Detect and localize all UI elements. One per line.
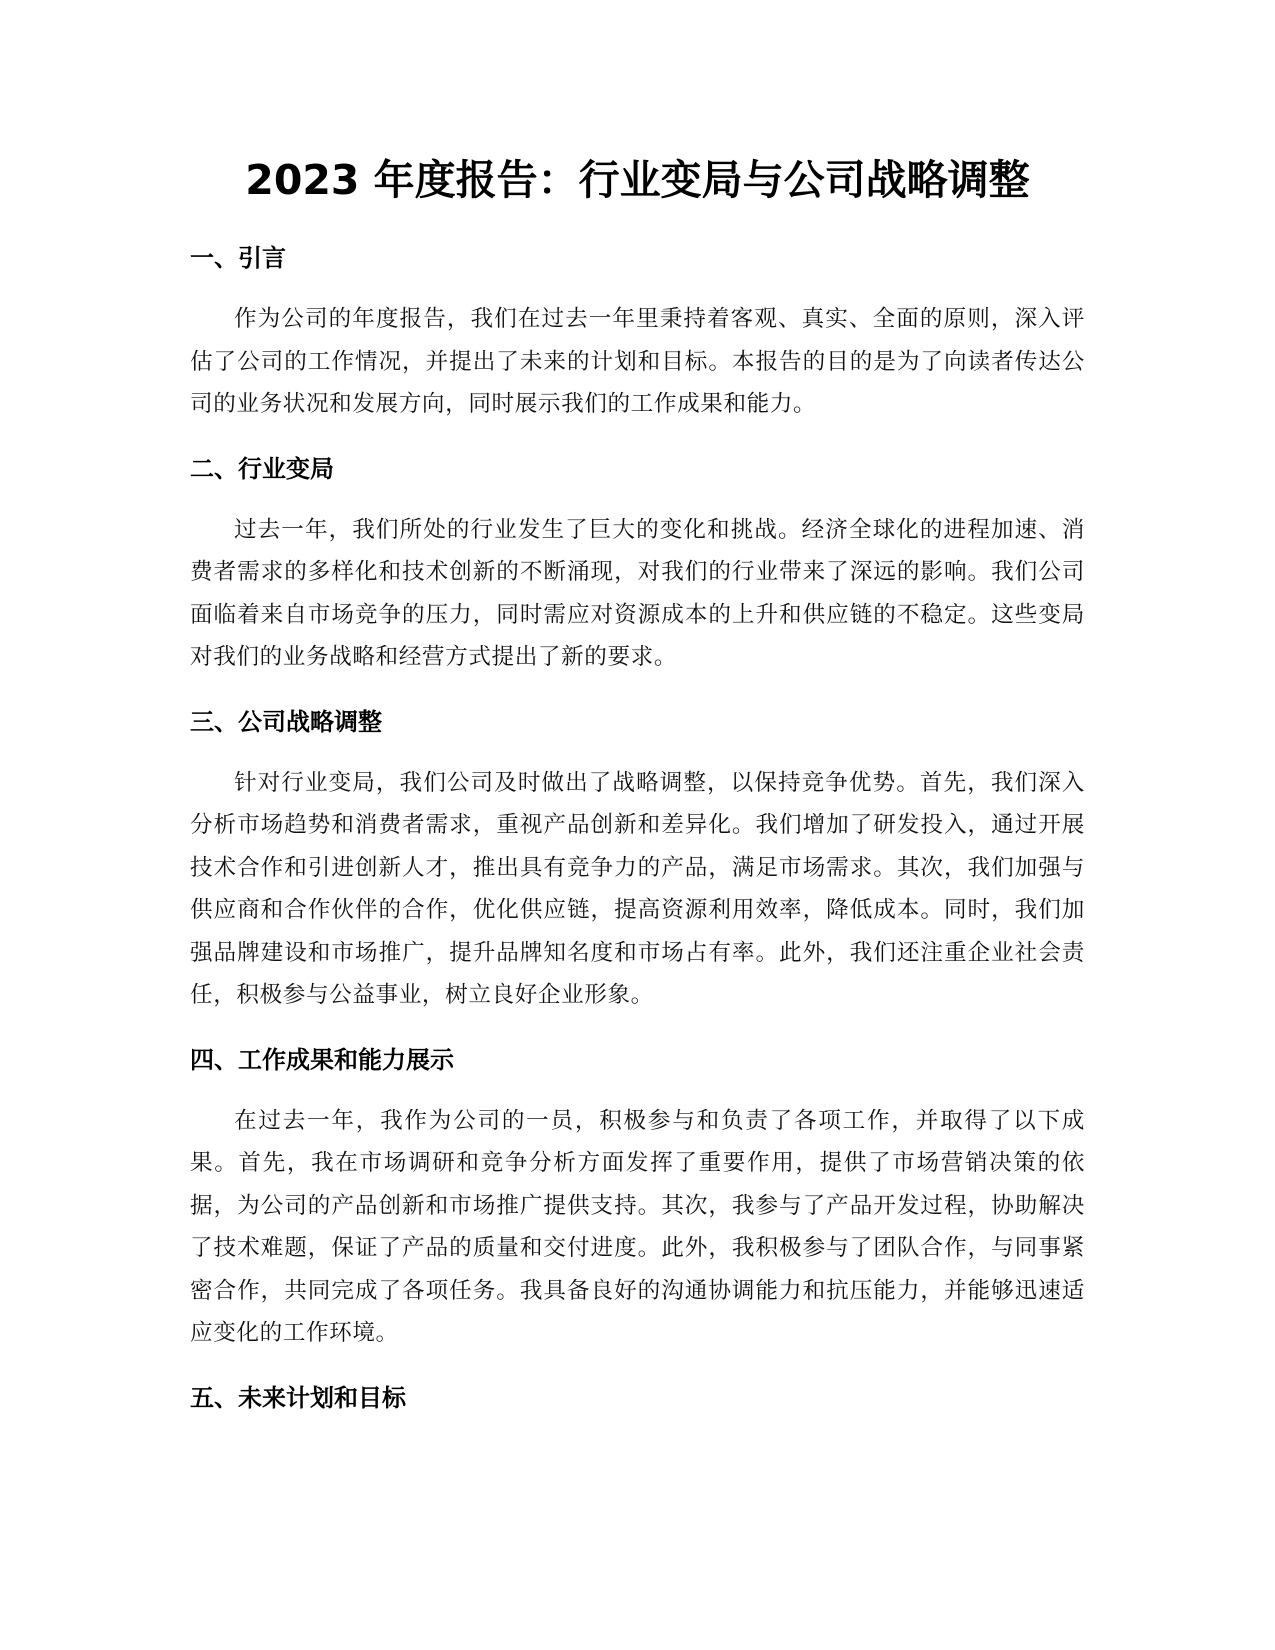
section-strategy-adjustment [190, 704, 1085, 1017]
section-paragraph: 针对行业变局，我们公司及时做出了战略调整，以保持竞争优势。首先，我们深入分析市场趋势和消费者需求，重视产品创新和差异化。我们增加了研发投入，通过开展技术合作和引进创新人才，推出具有竞争力的产品，满足市场需求。其次，我们加强与供应商和合作伙伴的合作，优化供应链，提高资源利用效率，降低成本。同时，我们加强品牌建设和市场推广，提升品牌知名度和市场占有率。此外，我们还注重企业社会责任，积极参与公益事业，树立良好企业形象。 [190, 769, 1085, 1008]
section-future-plans [190, 1380, 1085, 1416]
document-content [190, 240, 1085, 1416]
document-title: 2023 年度报告：行业变局与公司战略调整 [245, 156, 1030, 204]
section-paragraph: 在过去一年，我作为公司的一员，积极参与和负责了各项工作，并取得了以下成果。首先，我在市场调研和竞争分析方面发挥了重要作用，提供了市场营销决策的依据，为公司的产品创新和市场推广提供支持。其次，我参与了产品开发过程，协助解决了技术难题，保证了产品的质量和交付进度。此外，我积极参与了团队合作，与同事紧密合作，共同完成了各项任务。我具备良好的沟通协调能力和抗压能力，并能够迅速适应变化的工作环境。 [190, 1107, 1085, 1346]
section-achievements [190, 1042, 1085, 1355]
section-heading: 五、未来计划和目标 [190, 1383, 406, 1412]
section-heading: 三、公司战略调整 [190, 707, 382, 736]
section-heading: 四、工作成果和能力展示 [190, 1045, 454, 1074]
section-introduction [190, 240, 1085, 426]
section-paragraph: 过去一年，我们所处的行业发生了巨大的变化和挑战。经济全球化的进程加速、消费者需求的多样化和技术创新的不断涌现，对我们的行业带来了深远的影响。我们公司面临着来自市场竞争的压力，同时需应对资源成本的上升和供应链的不稳定。这些变局对我们的业务战略和经营方式提出了新的要求。 [190, 516, 1085, 670]
section-heading: 二、行业变局 [190, 454, 334, 483]
section-paragraph: 作为公司的年度报告，我们在过去一年里秉持着客观、真实、全面的原则，深入评估了公司的工作情况，并提出了未来的计划和目标。本报告的目的是为了向读者传达公司的业务状况和发展方向，同时展示我们的工作成果和能力。 [190, 306, 1085, 417]
section-heading: 一、引言 [190, 244, 286, 272]
section-industry-change [190, 451, 1085, 679]
